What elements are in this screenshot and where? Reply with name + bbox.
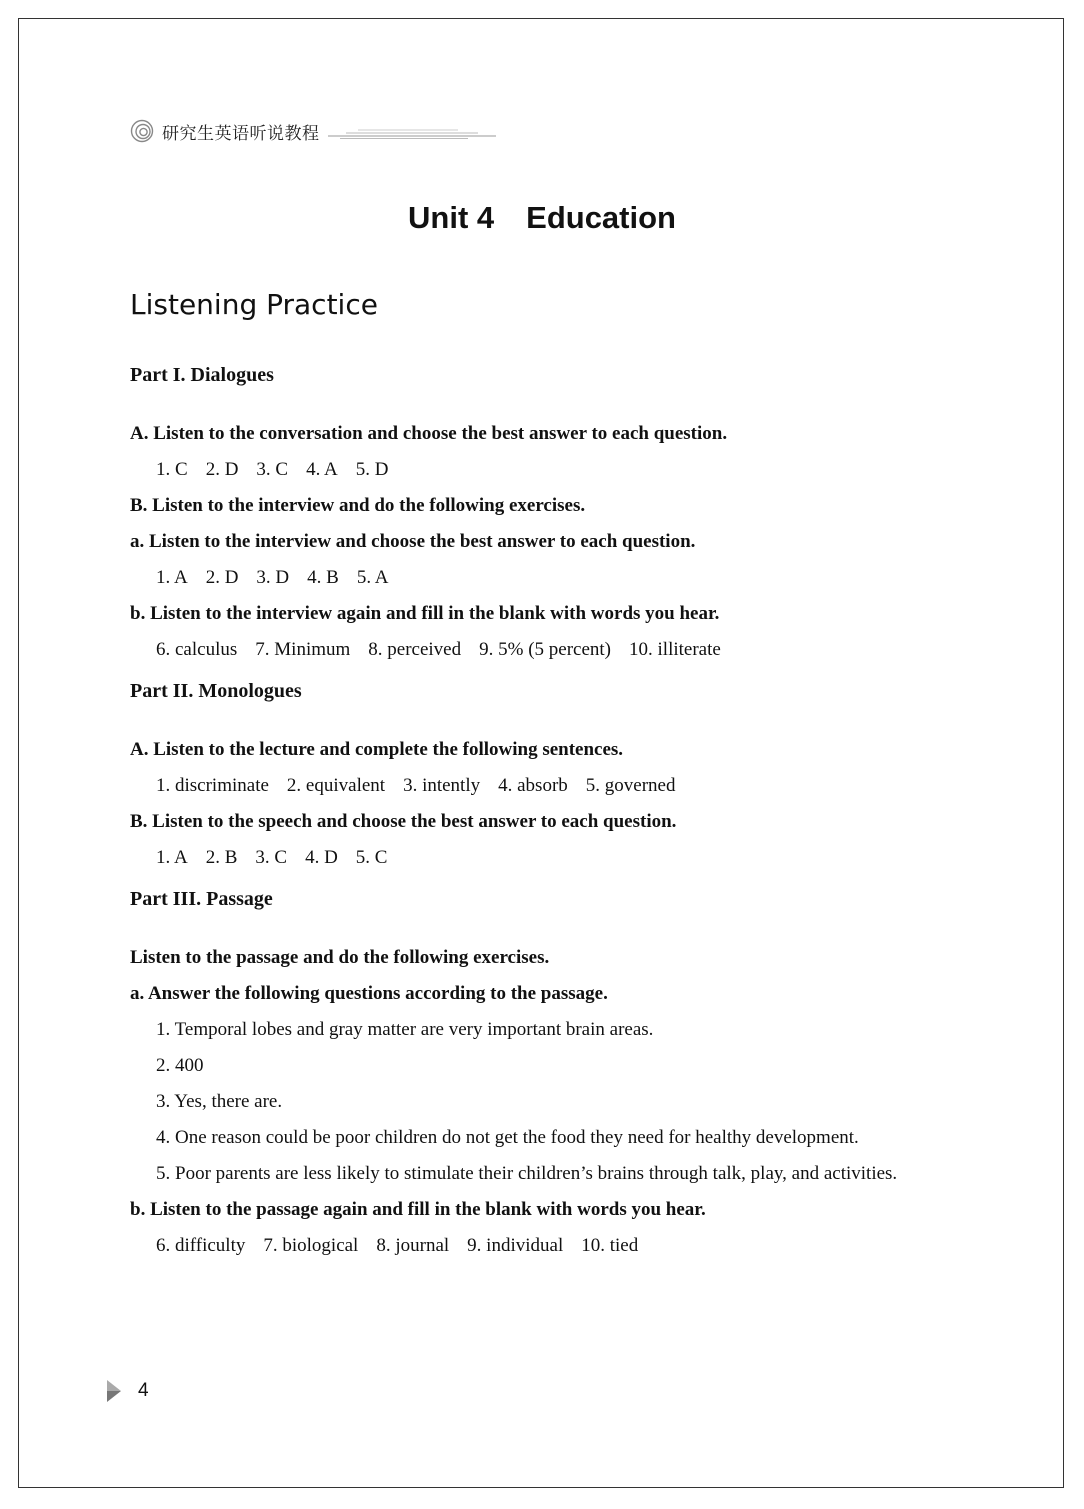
part-title: Part I. Dialogues — [130, 364, 274, 386]
answer-row — [130, 1228, 940, 1264]
answer: 1. A — [156, 847, 188, 868]
answer: 4. B — [307, 567, 339, 588]
answer-item: 5. Poor parents are less likely to stimulate their children’s brains through talk, play, and activities. — [156, 1163, 898, 1184]
instruction: Listen to the passage and do the following exercises. — [130, 947, 550, 968]
answer: 1. A — [156, 567, 188, 588]
answer-row — [130, 452, 940, 488]
instruction: a. Answer the following questions according to the passage. — [130, 983, 608, 1004]
instruction: b. Listen to the passage again and fill in the blank with words you hear. — [130, 1199, 706, 1220]
answer-key — [130, 360, 940, 1264]
unit-title — [0, 200, 1084, 236]
answer: 4. D — [305, 847, 338, 868]
part-title: Part III. Passage — [130, 888, 273, 910]
answer: 10. illiterate — [629, 639, 721, 660]
answer: 1. C — [156, 459, 188, 480]
page-footer — [106, 1379, 149, 1403]
answer: 3. D — [256, 567, 290, 588]
answer: 6. difficulty — [156, 1235, 246, 1256]
answer: 9. 5% (5 percent) — [479, 639, 612, 660]
answer: 4. absorb — [498, 775, 568, 796]
answer: 5. D — [355, 459, 389, 480]
section-title: Listening Practice — [130, 288, 378, 321]
instruction: B. Listen to the speech and choose the best answer to each question. — [130, 811, 677, 832]
answer: 6. calculus — [156, 639, 238, 660]
answer: 2. B — [205, 847, 238, 868]
answer: 3. intently — [403, 775, 481, 796]
instruction: a. Listen to the interview and choose the best answer to each question. — [130, 531, 696, 552]
answer: 2. D — [205, 459, 239, 480]
answer-item: 4. One reason could be poor children do not get the food they need for healthy development. — [156, 1127, 859, 1148]
header-decoration-lines — [328, 126, 496, 140]
answer-item: 2. 400 — [156, 1055, 204, 1076]
instruction: A. Listen to the lecture and complete the following sentences. — [130, 739, 624, 760]
answer: 3. C — [255, 847, 288, 868]
answer-row — [130, 560, 940, 596]
answer: 7. biological — [263, 1235, 359, 1256]
spiral-logo-icon — [130, 119, 154, 143]
page-arrow-icon — [106, 1379, 122, 1403]
instruction: B. Listen to the interview and do the following exercises. — [130, 495, 586, 516]
book-title: 研究生英语听说教程 — [162, 123, 320, 144]
instruction: b. Listen to the interview again and fill in the blank with words you hear. — [130, 603, 720, 624]
answer-item: 3. Yes, there are. — [156, 1091, 283, 1112]
answer: 3. C — [256, 459, 289, 480]
answer: 10. tied — [581, 1235, 639, 1256]
running-header — [130, 118, 496, 144]
answer: 7. Minimum — [255, 639, 351, 660]
answer: 2. equivalent — [286, 775, 386, 796]
answer-item: 1. Temporal lobes and gray matter are very important brain areas. — [156, 1019, 654, 1040]
answer-row — [130, 632, 940, 668]
answer: 4. A — [306, 459, 338, 480]
answer: 8. perceived — [368, 639, 462, 660]
answer: 5. C — [355, 847, 388, 868]
unit-name: Education — [526, 200, 676, 235]
answer: 5. A — [356, 567, 389, 588]
unit-number: Unit 4 — [408, 200, 495, 235]
answer: 2. D — [205, 567, 239, 588]
answer: 9. individual — [467, 1235, 564, 1256]
instruction: A. Listen to the conversation and choose the best answer to each question. — [130, 423, 728, 444]
answer: 5. governed — [585, 775, 676, 796]
answer: 1. discriminate — [156, 775, 269, 796]
part-title: Part II. Monologues — [130, 680, 302, 702]
answer: 8. journal — [376, 1235, 450, 1256]
page-number: 4 — [138, 1380, 149, 1401]
answer-row — [130, 840, 940, 876]
answer-row — [130, 768, 940, 804]
